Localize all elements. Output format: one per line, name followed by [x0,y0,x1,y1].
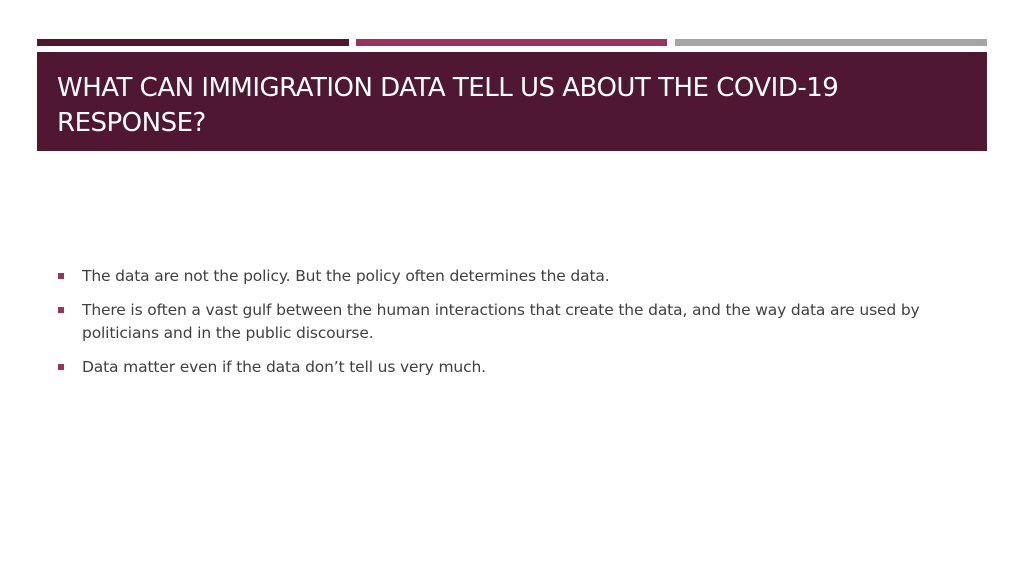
accent-bar-magenta [356,39,667,46]
bullet-list [56,265,956,390]
bullet-item [56,299,956,345]
bullet-text: The data are not the policy. But the policy often determines the data. [82,267,610,285]
slide-title: WHAT CAN IMMIGRATION DATA TELL US ABOUT THE COVID-19 RESPONSE? [57,73,839,138]
accent-bar-gray [675,39,987,46]
title-band [37,52,987,151]
square-bullet-icon [58,307,64,313]
accent-bar-dark [37,39,349,46]
square-bullet-icon [58,364,64,370]
square-bullet-icon [58,273,64,279]
bullet-item [56,265,956,288]
bullet-item [56,356,956,379]
bullet-text: Data matter even if the data don’t tell us very much. [82,358,486,376]
bullet-text: There is often a vast gulf between the human interactions that create the data, and the way data are used by politicians and in the public discourse. [82,301,920,342]
